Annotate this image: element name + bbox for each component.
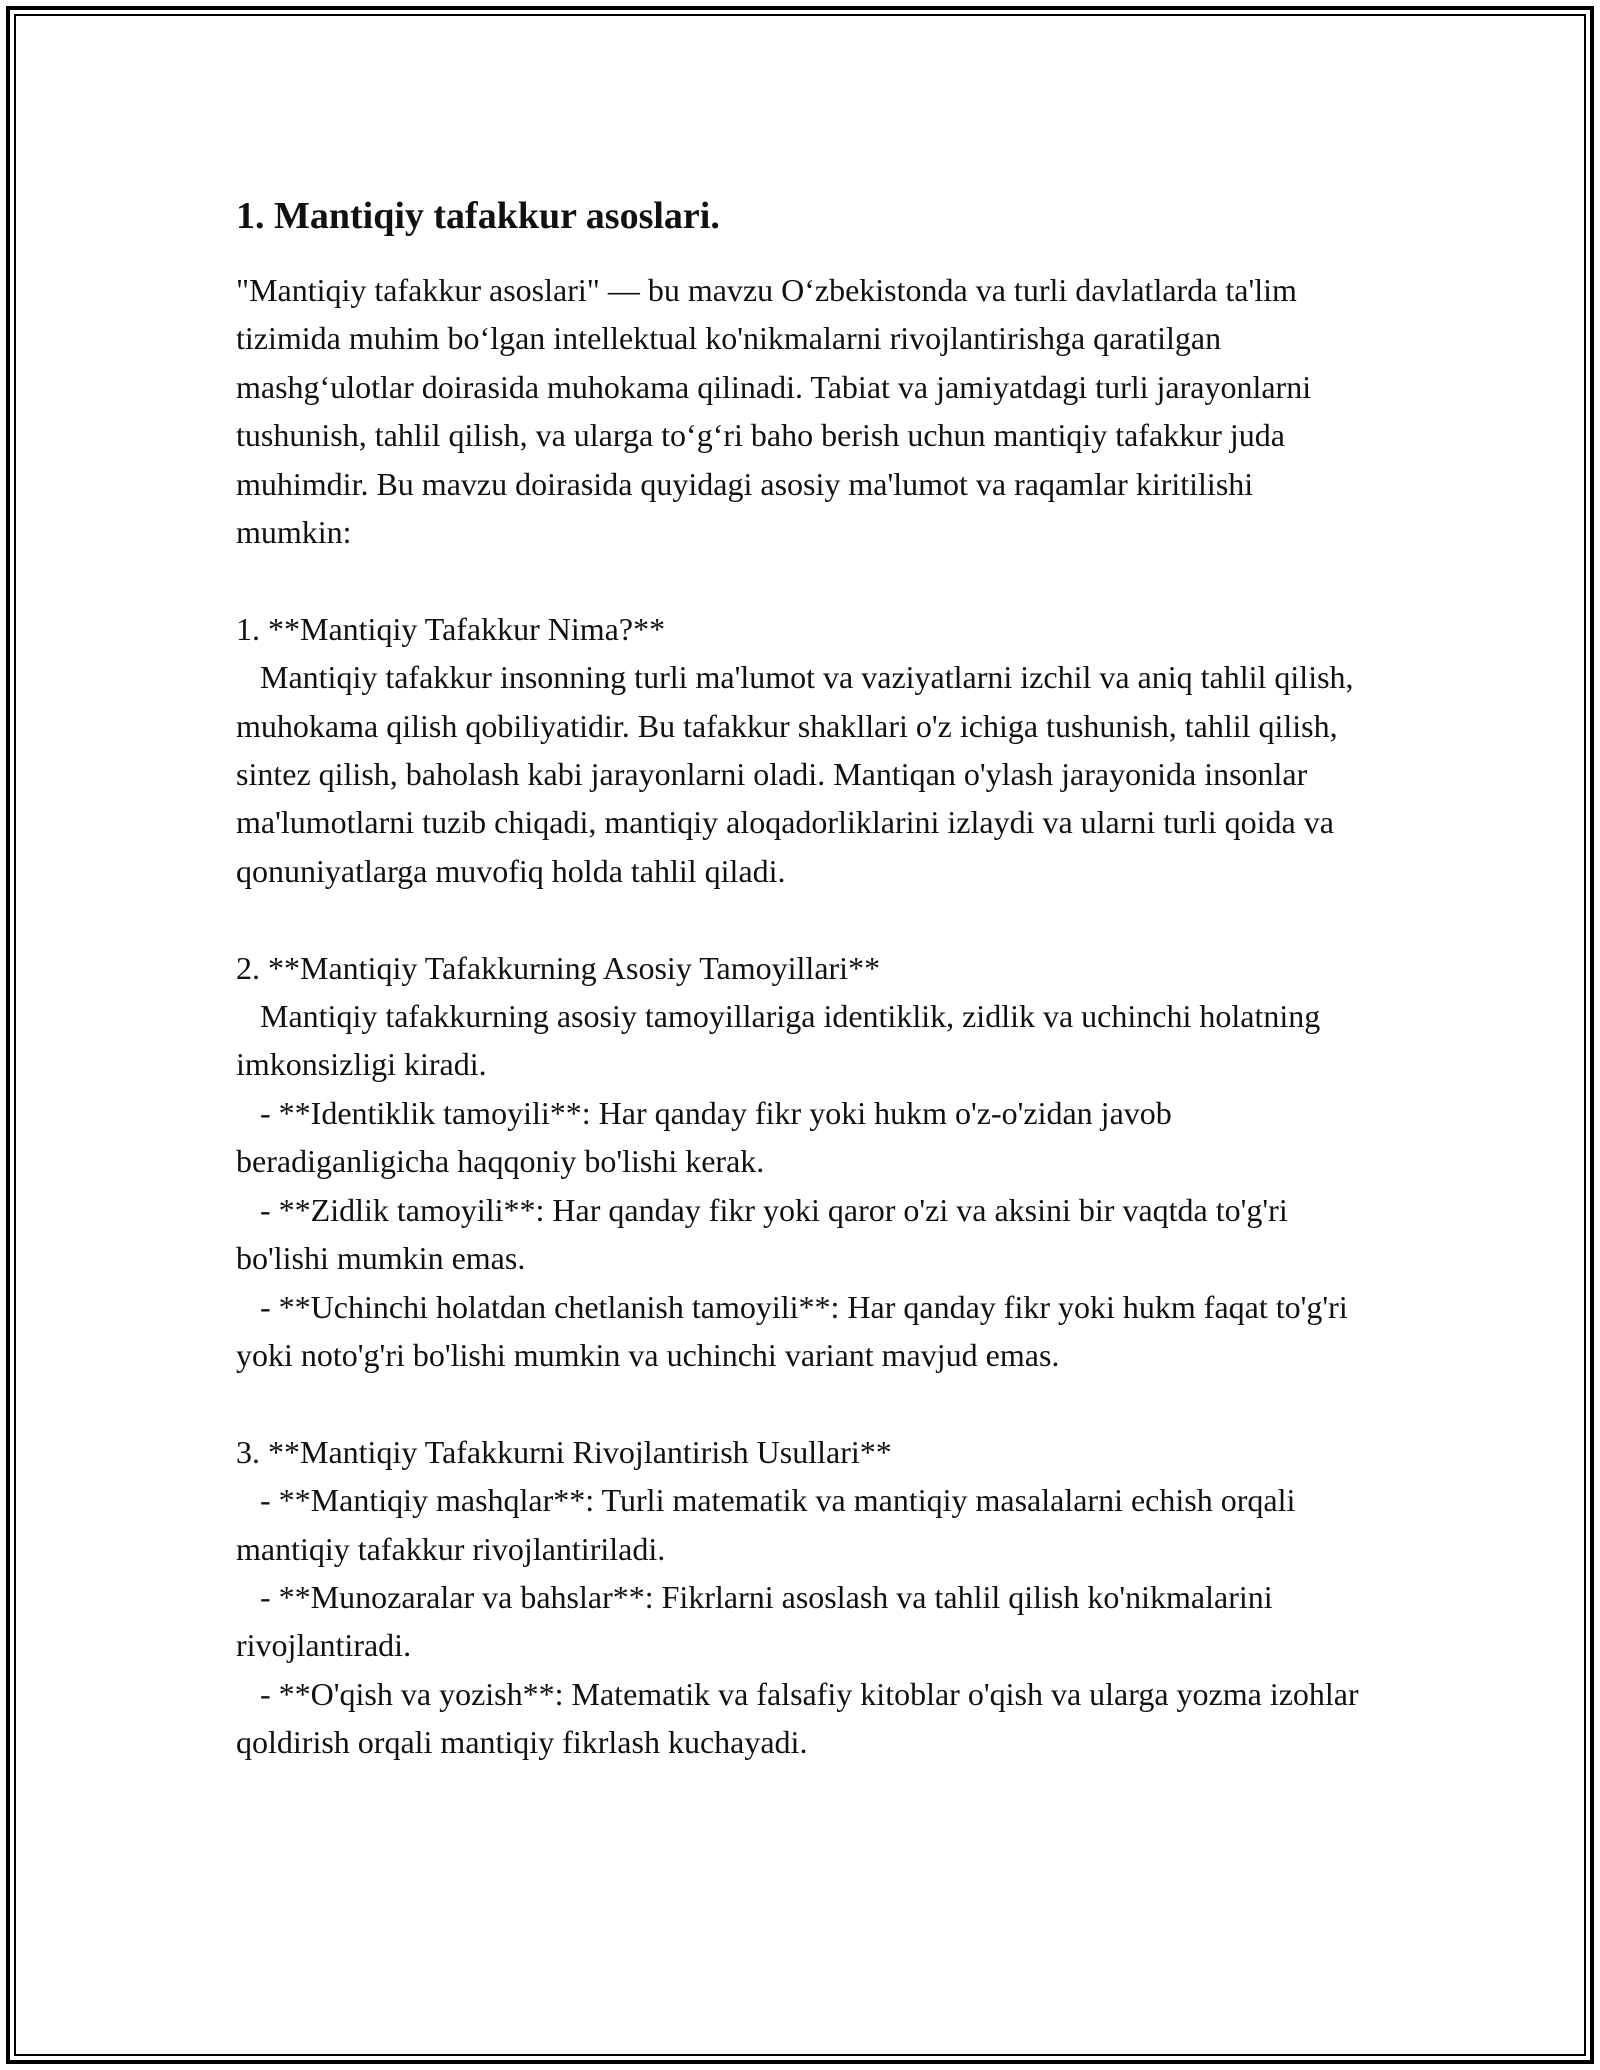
document-body xyxy=(236,188,1376,1767)
bullet-item: - **Uchinchi holatdan chetlanish tamoyili**: Har qanday fikr yoki hukm faqat to'g'ri yoki noto'g'ri bo'lishi mumkin va uchinchi variant mavjud emas. xyxy=(236,1288,1356,1373)
section-gap xyxy=(236,556,1376,604)
bullet-item: - **Munozaralar va bahslar**: Fikrlarni asoslash va tahlil qilish ko'nikmalarini rivojlantiradi. xyxy=(236,1578,1281,1664)
bullet-item: - **O'qish va yozish**: Matematik va falsafiy kitoblar o'qish va ularga yozma izohlar qoldirish orqali mantiqiy fikrlash kuchayadi. xyxy=(236,1675,1367,1761)
intro-paragraph: "Mantiqiy tafakkur asoslari" — bu mavzu O‘zbekistonda va turli davlatlarda ta'lim tizimida muhim bo‘lgan intellektual ko'nikmalarni rivojlantirishga qaratilgan mashg‘ulotlar doirasida muhokama qilinadi. Tabiat va jamiyatdagi turli jarayonlarni tushunish, tahlil qilish, va ularga to‘g‘ri baho berish uchun mantiqiy tafakkur juda muhimdir. Bu mavzu doirasida quyidagi asosiy ma'lumot va raqamlar kiritilishi mumkin: xyxy=(236,272,1320,551)
section-gap xyxy=(236,1379,1376,1427)
section-heading: 3. **Mantiqiy Tafakkurni Rivojlantirish Usullari** xyxy=(236,1433,892,1470)
bullet-item: - **Zidlik tamoyili**: Har qanday fikr yoki qaror o'zi va aksini bir vaqtda to'g'ri bo'lishi mumkin emas. xyxy=(236,1191,1296,1277)
section-3 xyxy=(236,1428,1376,1767)
section-2 xyxy=(236,944,1376,1380)
document-title: 1. Mantiqiy tafakkur asoslari. xyxy=(236,195,720,237)
section-text: Mantiqiy tafakkur insonning turli ma'lumot va vaziyatlarni izchil va aniq tahlil qilish, muhokama qilish qobiliyatidir. Bu tafakkur shakllari o'z ichiga tushunish, tahlil qilish, sintez qilish, baholash kabi jarayonlarni oladi. Mantiqan o'ylash jarayonida insonlar ma'lumotlarni tuzib chiqadi, mantiqiy aloqadorliklarini izlaydi va ularni turli qoida va qonuniyatlarga muvofiq holda tahlil qiladi. xyxy=(236,659,1362,889)
section-gap xyxy=(236,895,1376,943)
section-heading: 1. **Mantiqiy Tafakkur Nima?** xyxy=(236,610,666,647)
section-heading: 2. **Mantiqiy Tafakkurning Asosiy Tamoyillari** xyxy=(236,949,881,986)
section-1 xyxy=(236,605,1376,895)
bullet-item: - **Mantiqiy mashqlar**: Turli matematik va mantiqiy masalalarni echish orqali mantiqiy tafakkur rivojlantiriladi. xyxy=(236,1482,1304,1567)
bullet-item: - **Identiklik tamoyili**: Har qanday fikr yoki hukm o'z-o'zidan javob beradiganligicha haqqoniy bo'lishi kerak. xyxy=(236,1094,1180,1180)
section-text: Mantiqiy tafakkurning asosiy tamoyillariga identiklik, zidlik va uchinchi holatning imkonsizligi kiradi. xyxy=(236,998,1329,1083)
